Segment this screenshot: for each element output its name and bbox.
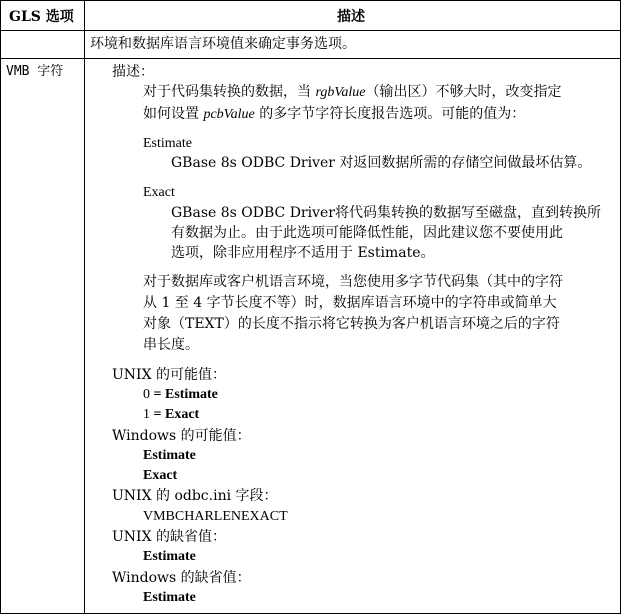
unix-odbc-ini-label: UNIX 的 odbc.ini 字段： xyxy=(112,488,278,504)
var-pcbvalue: pcbValue xyxy=(203,107,255,122)
para1-text-b: （输出区）不够大时，改变指定 xyxy=(365,84,562,100)
para1-text-c: 如何设置 xyxy=(143,106,199,122)
unix-value-0 xyxy=(143,385,218,405)
para2-line2: 从 1 至 4 字节长度不等）时，数据库语言环境中的字符串或简单大 xyxy=(143,295,557,311)
unix-value-1 xyxy=(143,405,199,425)
para2-line3: 对象（TEXT）的长度不指示将它转换为客户机语言环境之后的字符 xyxy=(143,316,560,332)
para2-line4: 串长度。 xyxy=(143,337,199,353)
estimate-description: GBase 8s ODBC Driver 对返回数据所需的存储空间做最坏估算。 xyxy=(171,155,592,171)
estimate-title: Estimate xyxy=(143,136,192,151)
table-right-border xyxy=(620,0,621,614)
windows-default-value: Estimate xyxy=(143,590,196,605)
header-bottom-border xyxy=(0,30,621,31)
header-description: 描述 xyxy=(337,9,365,25)
exact-description-line1: GBase 8s ODBC Driver将代码集转换的数据写至磁盘，直到转换所 xyxy=(171,205,601,221)
table-left-border xyxy=(0,0,1,614)
unix-default-value: Estimate xyxy=(143,549,196,564)
row1-bottom-border xyxy=(0,58,621,59)
option-name-vmb: VMB 字符 xyxy=(6,64,64,79)
para1-line2 xyxy=(143,104,525,125)
exact-title: Exact xyxy=(143,185,175,200)
var-rgbvalue: rgbValue xyxy=(315,85,366,100)
unix-odbc-ini-value: VMBCHARLENEXACT xyxy=(143,509,288,524)
desc-label: 描述： xyxy=(112,64,154,80)
para1-text-a: 对于代码集转换的数据，当 xyxy=(143,84,311,100)
unix-value-1-number: 1 xyxy=(143,407,150,422)
windows-possible-values-label: Windows 的可能值： xyxy=(112,428,251,444)
para2-line1: 对于数据库或客户机语言环境，当您使用多字节代码集（其中的字符 xyxy=(143,274,563,290)
para1-line1 xyxy=(143,82,562,103)
windows-value-exact: Exact xyxy=(143,468,178,483)
windows-default-label: Windows 的缺省值： xyxy=(112,570,251,586)
unix-value-0-number: 0 xyxy=(143,387,150,402)
unix-value-1-text: = Exact xyxy=(153,407,200,422)
table-bottom-border xyxy=(0,613,621,614)
unix-default-label: UNIX 的缺省值： xyxy=(112,529,226,545)
unix-value-0-text: = Estimate xyxy=(153,387,218,402)
unix-possible-values-label: UNIX 的可能值： xyxy=(112,367,226,383)
row1-description: 环境和数据库语言环境值来确定事务选项。 xyxy=(90,36,356,52)
table-top-border xyxy=(0,0,621,1)
exact-description-line3: 选项，除非应用程序不适用于 Estimate。 xyxy=(171,245,435,261)
para1-text-d: 的多字节字符长度报告选项。可能的值为： xyxy=(259,106,526,122)
header-gls-option: GLS 选项 xyxy=(9,9,74,25)
exact-description-line2: 有数据为止。由于此选项可能降低性能，因此建议您不要使用此 xyxy=(171,225,563,241)
column-divider xyxy=(84,0,85,614)
windows-value-estimate: Estimate xyxy=(143,448,196,463)
